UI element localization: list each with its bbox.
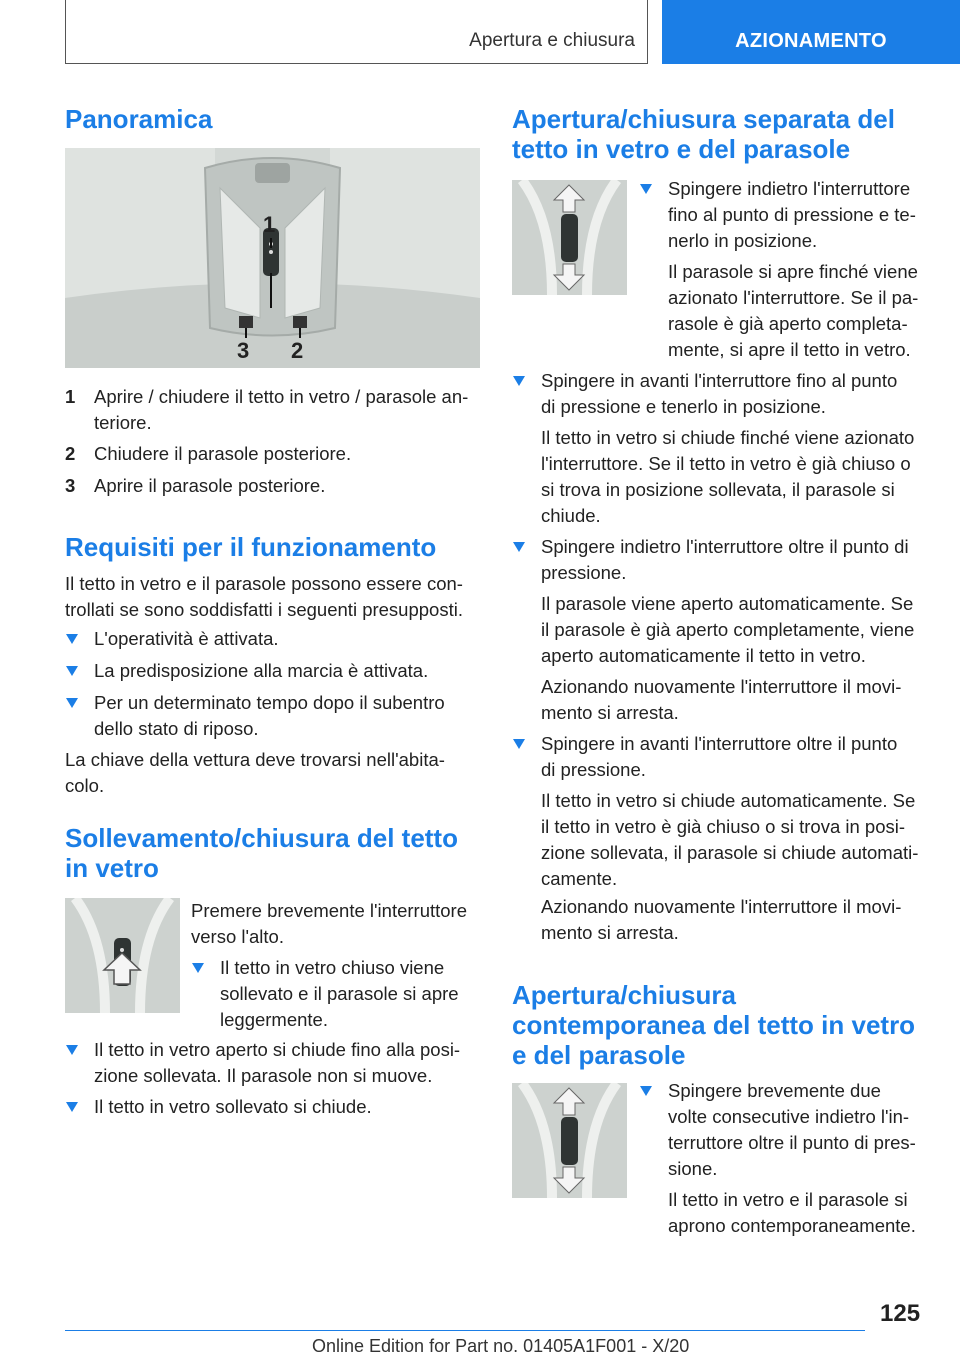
separate-item: il tetto in vetro è già chiuso o si trova in posi- [541, 816, 906, 837]
lift-item: Il tetto in vetro sollevato si chiude. [94, 1096, 372, 1117]
separate-item: Azionando nuovamente l'interruttore il movi- [541, 896, 902, 917]
switch-double-image [512, 1083, 627, 1198]
bullet-triangle-icon [640, 184, 652, 194]
bullet-triangle-icon [513, 542, 525, 552]
separate-item: Azionando nuovamente l'interruttore il movi- [541, 676, 902, 697]
bullet-triangle-icon [66, 698, 78, 708]
legend-number: 1 [65, 386, 76, 407]
separate-item: si trova in posizione sollevata, il parasole si [541, 479, 895, 500]
page-number: 125 [880, 1300, 921, 1327]
simultaneous-item: terruttore oltre il punto di pres- [668, 1132, 916, 1153]
bullet-triangle-icon [192, 963, 204, 973]
separate-item: il parasole è già aperto completamente, viene [541, 619, 915, 640]
lift-item: zione sollevata. Il parasole non si muove. [94, 1065, 433, 1086]
roof-console-illustration [65, 148, 480, 368]
separate-item: Il tetto in vetro si chiude finché viene azionato [541, 427, 915, 448]
simultaneous-item: Spingere brevemente due [668, 1080, 881, 1101]
section-title: AZIONAMENTO [735, 30, 887, 52]
separate-heading: tetto in vetro e del parasole [512, 134, 851, 164]
requirements-heading: Requisiti per il funzionamento [65, 532, 437, 562]
requirement-item: dello stato di riposo. [94, 718, 259, 739]
overview-heading: Panoramica [65, 104, 213, 134]
separate-item: Spingere in avanti l'interruttore oltre il punto [541, 733, 898, 754]
legend-number: 3 [65, 475, 76, 496]
bullet-triangle-icon [513, 376, 525, 386]
lift-item: Il tetto in vetro chiuso viene [220, 957, 445, 978]
separate-item: Il tetto in vetro si chiude automaticamente. Se [541, 790, 916, 811]
bullet-triangle-icon [66, 1102, 78, 1112]
separate-item: di pressione e tenerlo in posizione. [541, 396, 826, 417]
legend-text: Chiudere il parasole posteriore. [94, 443, 352, 464]
separate-item: Spingere indietro l'interruttore oltre il punto di [541, 536, 909, 557]
requirements-note: colo. [65, 775, 105, 796]
simultaneous-item: volte consecutive indietro l'in- [668, 1106, 910, 1127]
lift-item: leggermente. [220, 1009, 328, 1030]
bullet-triangle-icon [640, 1086, 652, 1096]
simultaneous-heading: Apertura/chiusura [512, 980, 736, 1010]
requirement-item: La predisposizione alla marcia è attivata. [94, 660, 429, 681]
bullet-triangle-icon [66, 666, 78, 676]
overview-label-2: 2 [291, 338, 304, 363]
separate-item: di pressione. [541, 759, 646, 780]
simultaneous-item: sione. [668, 1158, 718, 1179]
overview-image [65, 148, 480, 368]
switch-up-illustration [65, 898, 180, 1013]
footer-divider [65, 1330, 865, 1331]
edition-footer: Online Edition for Part no. 01405A1F001 - X/20 [312, 1336, 690, 1356]
separate-item: Spingere indietro l'interruttore [668, 178, 911, 199]
separate-item: mente, si apre il tetto in vetro. [668, 339, 911, 360]
separate-item: camente. [541, 868, 618, 889]
requirements-intro: Il tetto in vetro e il parasole possono essere con- [65, 573, 463, 594]
bullet-triangle-icon [66, 1045, 78, 1055]
switch-updown-illustration [512, 180, 627, 295]
separate-item: zione sollevata, il parasole si chiude automati- [541, 842, 919, 863]
section-tab [662, 0, 960, 64]
legend-text: Aprire / chiudere il tetto in vetro / parasole an- [94, 386, 469, 407]
separate-item: pressione. [541, 562, 627, 583]
overview-label-1: 1 [263, 212, 276, 237]
lift-intro: Premere brevemente l'interruttore [191, 900, 468, 921]
simultaneous-item: aprono contemporaneamente. [668, 1215, 916, 1236]
separate-item: mento si arresta. [541, 702, 679, 723]
legend-text: teriore. [94, 412, 152, 433]
legend-text: Aprire il parasole posteriore. [94, 475, 326, 496]
separate-heading: Apertura/chiusura separata del [512, 104, 895, 134]
separate-item: chiude. [541, 505, 601, 526]
separate-item: nerlo in posizione. [668, 230, 818, 251]
separate-item: Il parasole viene aperto automaticamente. Se [541, 593, 914, 614]
separate-item: rasole è già aperto completa- [668, 313, 908, 334]
lift-heading: Sollevamento/chiusura del tetto [65, 823, 458, 853]
separate-item: mento si arresta. [541, 922, 679, 943]
bullet-triangle-icon [513, 739, 525, 749]
bullet-triangle-icon [66, 634, 78, 644]
separate-item: aperto automaticamente il tetto in vetro. [541, 645, 866, 666]
switch-up-image [65, 898, 180, 1013]
simultaneous-heading: contemporanea del tetto in vetro [512, 1010, 916, 1040]
requirements-note: La chiave della vettura deve trovarsi nell'abita- [65, 749, 445, 770]
lift-item: sollevato e il parasole si apre [220, 983, 459, 1004]
requirement-item: L'operatività è attivata. [94, 628, 279, 649]
requirement-item: Per un determinato tempo dopo il subentro [94, 692, 445, 713]
requirements-intro: trollati se sono soddisfatti i seguenti presupposti. [65, 599, 463, 620]
lift-item: Il tetto in vetro aperto si chiude fino alla posi- [94, 1039, 461, 1060]
simultaneous-heading: e del parasole [512, 1040, 686, 1070]
lift-intro: verso l'alto. [191, 926, 284, 947]
separate-item: Spingere in avanti l'interruttore fino al punto [541, 370, 898, 391]
separate-item: Il parasole si apre finché viene [668, 261, 918, 282]
switch-updown-illustration [512, 1083, 627, 1198]
overview-label-3: 3 [237, 338, 250, 363]
header-chapter-box [65, 0, 648, 64]
separate-item: l'interruttore. Se il tetto in vetro è già chiuso o [541, 453, 911, 474]
legend-number: 2 [65, 443, 76, 464]
separate-item: azionato l'interruttore. Se il pa- [668, 287, 919, 308]
chapter-title: Apertura e chiusura [469, 30, 635, 51]
separate-item: fino al punto di pressione e te- [668, 204, 916, 225]
simultaneous-item: Il tetto in vetro e il parasole si [668, 1189, 908, 1210]
switch-back-image [512, 180, 627, 295]
lift-heading: in vetro [65, 853, 159, 883]
